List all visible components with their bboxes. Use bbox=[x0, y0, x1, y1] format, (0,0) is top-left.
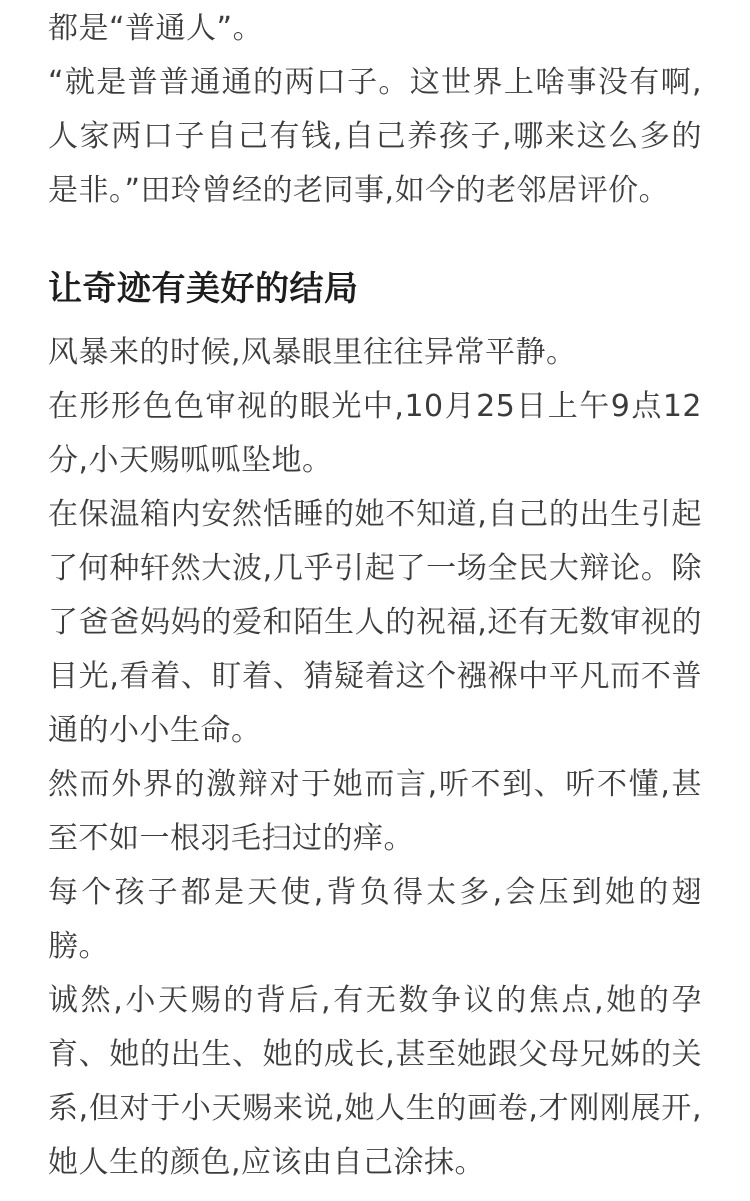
paragraph: 然而外界的激辩对于她而言,听不到、听不懂,甚至不如一根羽毛扫过的痒。 bbox=[48, 767, 702, 856]
paragraph: 风暴来的时候,风暴眼里往往异常平静。 bbox=[48, 335, 577, 370]
paragraph: 诚然,小天赐的背后,有无数争议的焦点,她的孕育、她的出生、她的成长,甚至她跟父母兄姊的关系,但对于小天赐来说,她人生的画卷,才刚刚展开,她人生的颜色,应该由自己涂抹。 bbox=[48, 983, 702, 1180]
paragraph: 在形形色色审视的眼光中,10月25日上午9点12分,小天赐呱呱坠地。 bbox=[48, 389, 702, 478]
paragraph: 在保温箱内安然恬睡的她不知道,自己的出生引起了何种轩然大波,几乎引起了一场全民大辩论。除了爸爸妈妈的爱和陌生人的祝福,还有无数审视的目光,看着、盯着、猜疑着这个襁褓中平凡而不普通的小小生命。 bbox=[48, 497, 702, 748]
paragraph: 每个孩子都是天使,背负得太多,会压到她的翅膀。 bbox=[48, 875, 702, 964]
section-heading: 让奇迹有美好的结局 bbox=[48, 269, 359, 309]
section-spacer bbox=[48, 218, 702, 262]
paragraph: 都是“普通人”。 bbox=[48, 11, 264, 46]
paragraph: “就是普普通通的两口子。这世界上啥事没有啊,人家两口子自己有钱,自己养孩子,哪来这么多的是非。”田玲曾经的老同事,如今的老邻居评价。 bbox=[48, 65, 702, 208]
